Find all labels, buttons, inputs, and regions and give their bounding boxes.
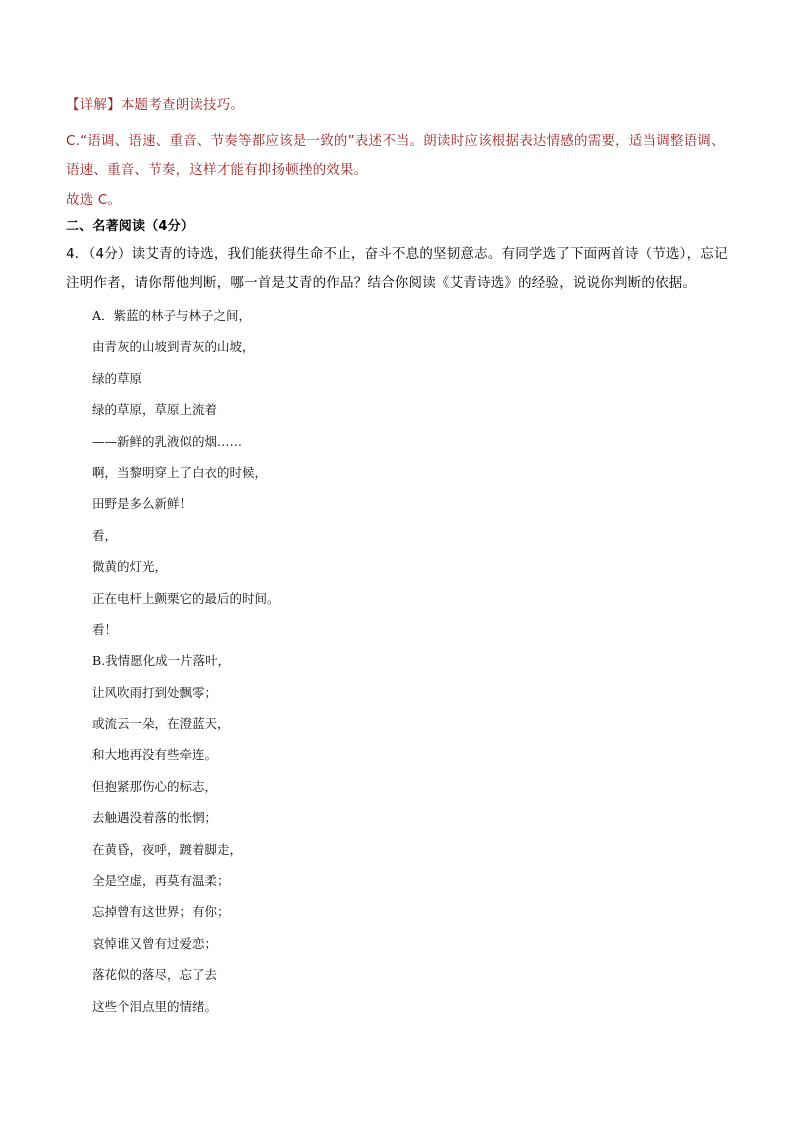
section-heading: 二、名著阅读（4分） — [66, 219, 195, 234]
poem-line: ——新鲜的乳液似的烟…… — [92, 433, 243, 449]
poem-line: 或流云一朵，在澄蓝天， — [92, 716, 230, 732]
poem-line: 正在电杆上颤栗它的最后的时间。 — [92, 590, 280, 606]
poem-line: 和大地再没有些牵连。 — [92, 747, 218, 763]
detail-text: 本题考查朗读技巧。 — [120, 97, 245, 113]
poem-line: 这些个泪点里的情绪。 — [92, 998, 218, 1014]
poem-line: 在黄昏，夜呼，踱着脚走， — [92, 841, 243, 857]
poem-line: 让风吹雨打到处飘零； — [92, 684, 218, 700]
poem-line: 由青灰的山坡到青灰的山坡， — [92, 339, 255, 355]
poem-b — [92, 645, 732, 1022]
answer-line: 故选 C。 — [66, 192, 122, 208]
detail-tag: 【详解】 — [66, 97, 121, 113]
poem-line: 落花似的落尽，忘了去 — [92, 967, 218, 983]
detail-paragraph — [66, 92, 734, 118]
poem-line: B.我情愿化成一片落叶， — [92, 653, 231, 669]
poem-line: 看， — [92, 527, 118, 543]
poem-line: 啊，当黎明穿上了白衣的时候， — [92, 464, 268, 480]
poem-line: A．紫蓝的林子与林子之间， — [92, 308, 252, 323]
poem-line: 去触遇没着落的怅惘； — [92, 810, 218, 826]
poem-excerpts — [92, 300, 732, 1022]
analysis-paragraph: C.“语调、语速、重音、节奏等都应该是一致的”表述不当。朗读时应该根据表达情感的需要，适当调整语调、语速、重音、节奏，这样才能有抑扬顿挫的效果。 — [66, 133, 725, 178]
poem-line: 绿的草原，草原上流着 — [92, 402, 218, 418]
poem-line: 但抱紧那伤心的标志， — [92, 778, 218, 794]
poem-line: 全是空虚，再莫有温柔； — [92, 873, 230, 889]
poem-a — [92, 300, 732, 645]
poem-line: 田野是多么新鲜！ — [92, 496, 193, 512]
poem-line: 绿的草原 — [92, 370, 143, 386]
poem-line: 看！ — [92, 621, 118, 637]
poem-line: 哀悼谁又曾有过爱恋； — [92, 935, 218, 951]
poem-line: 微黄的灯光， — [92, 559, 168, 575]
question-text: 4．（4分）读艾青的诗选，我们能获得生命不止，奋斗不息的坚韧意志。有同学选了下面两首诗（节选），忘记注明作者，请你帮他判断，哪一首是艾青的作品？结合你阅读《艾青诗选》的经验，说说你判断的依据。 — [66, 246, 728, 291]
poem-line: 忘掉曾有这世界；有你； — [92, 904, 230, 920]
